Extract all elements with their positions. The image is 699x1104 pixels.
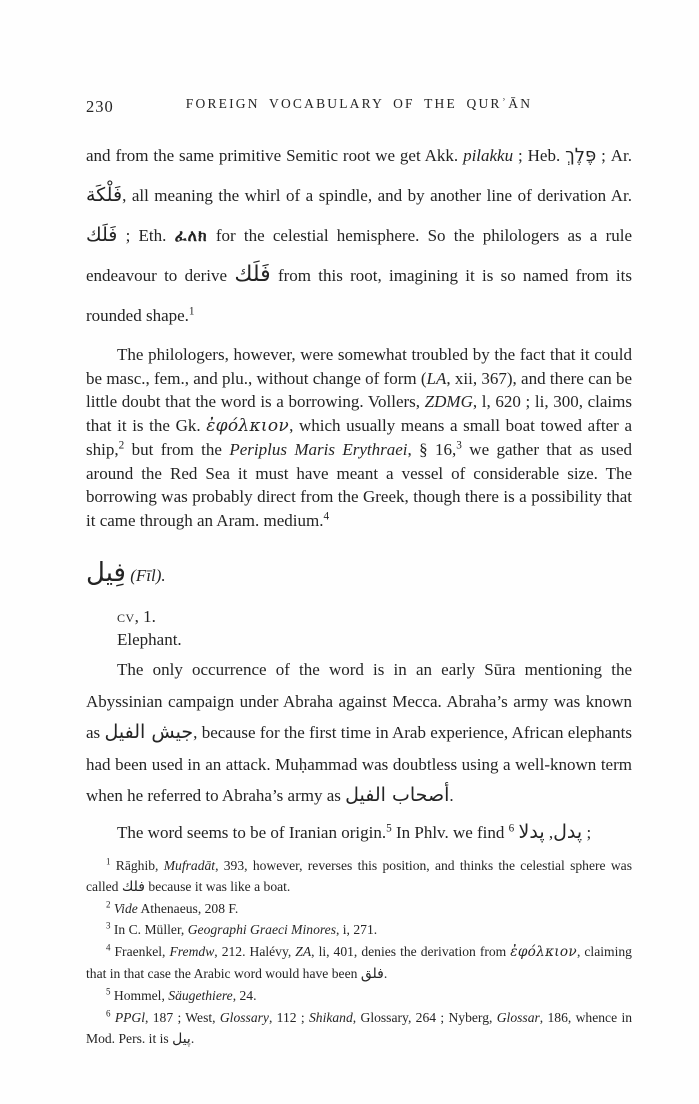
page-body bbox=[86, 136, 632, 1050]
text-segment: 1 bbox=[106, 855, 111, 866]
text-segment: , xii, 367), and there can be little doubt that the word is a borrowing. Vollers, bbox=[86, 368, 633, 411]
text-segment: , 186, whence in Mod. Pers. it is bbox=[86, 1009, 633, 1047]
text-segment: because it was like a boat. bbox=[145, 879, 291, 895]
text-segment: In C. Müller, bbox=[110, 922, 188, 938]
text-segment: , 393, however, reverses this position, and thinks the celestial sphere was called bbox=[86, 857, 632, 895]
text-segment: پدل bbox=[553, 820, 583, 843]
text-segment: فَلْكَة bbox=[86, 184, 123, 206]
text-segment: ZDMG bbox=[424, 392, 473, 411]
text-segment: , claiming that in that case the Arabic word would have been bbox=[86, 943, 632, 982]
text-segment: (Fīl). bbox=[130, 566, 166, 585]
footnote-6 bbox=[86, 1007, 632, 1050]
paragraph-philologers bbox=[86, 343, 632, 532]
text-segment: Fraenkel, bbox=[110, 943, 170, 959]
text-segment: pilakku bbox=[463, 146, 514, 165]
text-segment: ፈለክ bbox=[174, 226, 208, 245]
text-segment: Shikand bbox=[308, 1009, 353, 1025]
paragraph-iranian-origin bbox=[86, 819, 632, 846]
text-segment: cv bbox=[117, 607, 135, 626]
text-segment: Rāghib, bbox=[110, 857, 164, 873]
text-segment: Hommel, bbox=[110, 988, 169, 1004]
text-segment: فلك bbox=[121, 879, 145, 896]
text-segment: Athenaeus, 208 F. bbox=[137, 900, 239, 916]
text-segment: , because for the first time in Arab experience, African elephants had been used in an attack. Muḥammad was doubtless using a well-known term when he referred to Abraha’s army as bbox=[86, 723, 632, 805]
text-segment: . bbox=[449, 786, 454, 805]
text-segment: 6 bbox=[106, 1008, 111, 1019]
text-segment: Vide bbox=[113, 900, 138, 916]
entry-gloss: Elephant. bbox=[117, 630, 182, 649]
text-segment: 4 bbox=[323, 509, 330, 522]
text-segment: ZA bbox=[295, 943, 312, 959]
text-segment: , bbox=[544, 822, 554, 842]
text-segment: for the celestial hemisphere. So the philologers as a rule endeavour to derive bbox=[86, 226, 632, 285]
text-segment: ; Heb. bbox=[513, 146, 566, 165]
text-segment: 2 bbox=[106, 899, 111, 910]
text-segment: , § 16, bbox=[407, 440, 457, 459]
text-segment: Glossary bbox=[219, 1009, 269, 1025]
text-segment: ; Ar. bbox=[596, 146, 632, 165]
text-segment: 4 bbox=[106, 942, 111, 953]
text-segment: , li, 401, denies the derivation from bbox=[311, 943, 511, 959]
text-segment: 2 bbox=[118, 439, 125, 452]
text-segment: Periplus Maris Erythraei bbox=[229, 440, 408, 459]
entry-verse-reference bbox=[86, 606, 632, 628]
footnote-5 bbox=[86, 985, 632, 1007]
text-segment: , which usually means a small boat towed after a ship, bbox=[86, 415, 632, 459]
footnotes-block bbox=[86, 855, 632, 1050]
text-segment: 1 bbox=[188, 305, 195, 318]
page-number: 230 bbox=[86, 97, 114, 116]
paragraph-falak-continuation bbox=[86, 136, 632, 336]
footnote-2 bbox=[86, 898, 632, 920]
text-segment: PPGl bbox=[114, 1009, 146, 1025]
text-segment: . bbox=[383, 966, 388, 982]
text-segment: ; Eth. bbox=[117, 226, 175, 245]
text-segment: , 112 ; bbox=[268, 1009, 309, 1025]
text-segment: The philologers, however, were somewhat troubled by the fact that it could be masc., fem., and plu., without change of form ( bbox=[86, 345, 632, 388]
text-segment: 3 bbox=[456, 439, 462, 452]
text-segment: and from the same primitive Semitic root we get Akk. bbox=[86, 146, 464, 165]
text-segment: ; bbox=[582, 822, 592, 842]
text-segment: پيل bbox=[172, 1031, 191, 1048]
text-segment: ἐφόλκιον bbox=[206, 415, 290, 436]
text-segment: , i, 271. bbox=[335, 922, 378, 938]
text-segment: The word seems to be of Iranian origin. bbox=[117, 822, 387, 842]
text-segment: ἐφόλκιον bbox=[510, 943, 577, 960]
text-segment: Geographi Graeci Minores bbox=[187, 922, 336, 938]
text-segment: but from the bbox=[124, 440, 230, 459]
text-segment: پدلا bbox=[518, 820, 545, 843]
text-segment: The only occurrence of the word is in an early Sūra mentioning the Abyssinian campaign under Abraha against Mecca. Abraha’s army was known as bbox=[86, 660, 632, 742]
text-segment: , all meaning the whirl of a spindle, and by another line of derivation Ar. bbox=[122, 186, 632, 205]
text-segment: . bbox=[190, 1031, 195, 1047]
text-segment: جيش الفيل bbox=[104, 721, 194, 743]
text-segment: , Glossary, 264 ; Nyberg, bbox=[352, 1009, 497, 1025]
text-segment: , 24. bbox=[232, 988, 257, 1004]
footnote-1 bbox=[86, 855, 632, 898]
text-segment: فلق bbox=[360, 966, 384, 983]
text-segment: فَلَك bbox=[86, 224, 118, 246]
footnote-3 bbox=[86, 919, 632, 941]
text-segment: , 187 ; West, bbox=[145, 1009, 220, 1025]
text-segment: פֶּלֶךְ bbox=[565, 145, 597, 166]
footnote-4 bbox=[86, 941, 632, 985]
text-segment: Mufradāt bbox=[163, 857, 216, 873]
text-segment: , l, 620 ; li, 300, claims that it is the Gk. bbox=[86, 392, 632, 435]
text-segment: In Phlv. we find bbox=[391, 822, 509, 842]
text-segment: فِيل bbox=[86, 558, 126, 588]
text-segment: we gather that as used around the Red Sea it must have meant a vessel of considerable size. The borrowing was probably direct from the Greek, though there is a possibility that it came through an Aram. medium. bbox=[86, 440, 632, 530]
text-segment: Fremdw bbox=[169, 943, 215, 959]
text-segment: , 1. bbox=[134, 607, 156, 626]
page-header bbox=[86, 96, 632, 118]
text-segment: أصحاب الفيل bbox=[345, 784, 450, 806]
running-title: FOREIGN VOCABULARY OF THE QURʾĀN bbox=[185, 96, 533, 111]
text-segment: 6 bbox=[508, 821, 515, 834]
text-segment: LA bbox=[426, 368, 447, 388]
paragraph-elephant-occurrence bbox=[86, 654, 632, 812]
text-segment: Säugethiere bbox=[168, 988, 233, 1004]
text-segment: , 212. Halévy, bbox=[214, 943, 296, 959]
text-segment: 3 bbox=[106, 920, 111, 931]
text-segment: فَلَك bbox=[234, 262, 271, 287]
text-segment: 5 bbox=[106, 986, 111, 997]
entry-headword-line bbox=[86, 556, 632, 596]
text-segment: 5 bbox=[386, 821, 392, 834]
text-segment: from this root, imagining it is so named from its rounded shape. bbox=[86, 266, 632, 325]
text-segment: Glossar bbox=[496, 1009, 540, 1025]
